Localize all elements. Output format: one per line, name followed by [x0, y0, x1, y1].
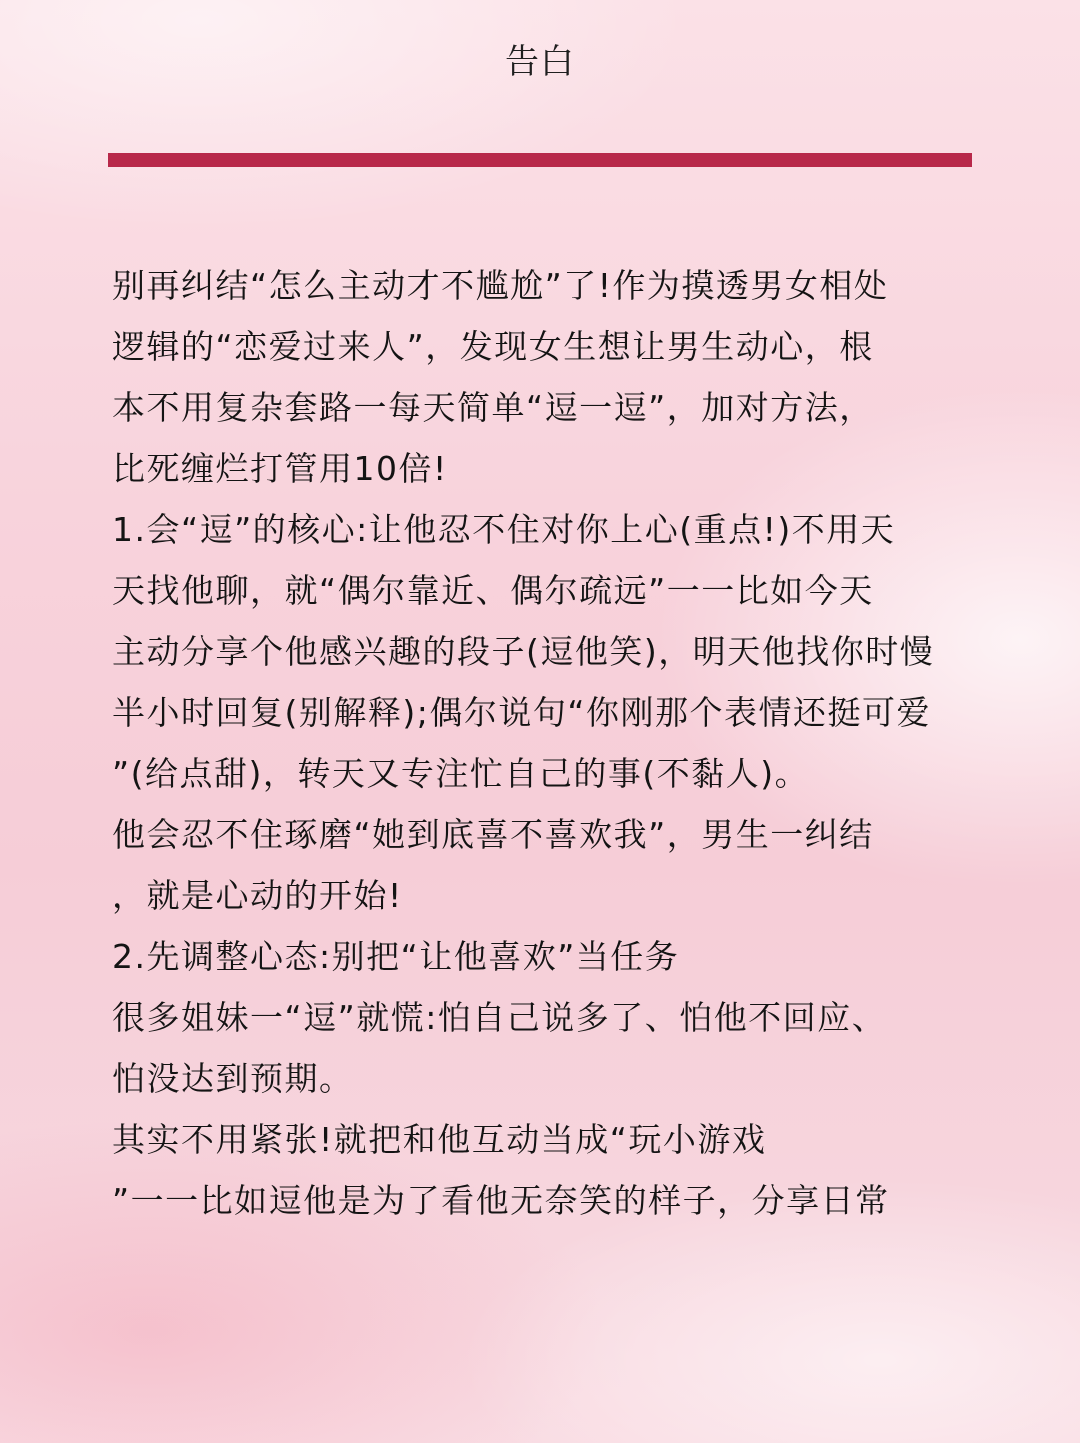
text-line: 他会忍不住琢磨“她到底喜不喜欢我”，男生一纠结: [112, 815, 874, 854]
text-line: 其实不用紧张!就把和他互动当成“玩小游戏: [112, 1120, 767, 1159]
text-line: 主动分享个他感兴趣的段子(逗他笑)，明天他找你时慢: [112, 632, 935, 671]
text-line: 怕没达到预期。: [112, 1059, 354, 1098]
text-line: ，就是心动的开始!: [112, 876, 403, 915]
text-line: ”(给点甜)，转天又专注忙自己的事(不黏人)。: [112, 754, 810, 793]
text-line: 天找他聊，就“偶尔靠近、偶尔疏远”一一比如今天: [112, 571, 874, 610]
text-line: 很多姐妹一“逗”就慌:怕自己说多了、怕他不回应、: [112, 998, 887, 1037]
text-line: ”一一比如逗他是为了看他无奈笑的样子，分享日常: [112, 1181, 890, 1220]
text-line: 本不用复杂套路一每天简单“逗一逗”，加对方法，: [112, 388, 874, 427]
text-line: 比死缠烂打管用10倍!: [112, 449, 448, 488]
page-title: 告白: [505, 42, 575, 82]
text-line: 半小时回复(别解释);偶尔说句“你刚那个表情还挺可爱: [112, 693, 931, 732]
article-body: [112, 258, 992, 1234]
text-line: 逻辑的“恋爱过来人”，发现女生想让男生动心，根: [112, 327, 874, 366]
text-line: 2.先调整心态:别把“让他喜欢”当任务: [112, 937, 680, 976]
title-divider: [108, 153, 972, 167]
text-line: 别再纠结“怎么主动才不尴尬”了!作为摸透男女相处: [112, 266, 889, 305]
text-line: 1.会“逗”的核心:让他忍不住对你上心(重点!)不用天: [112, 510, 896, 549]
